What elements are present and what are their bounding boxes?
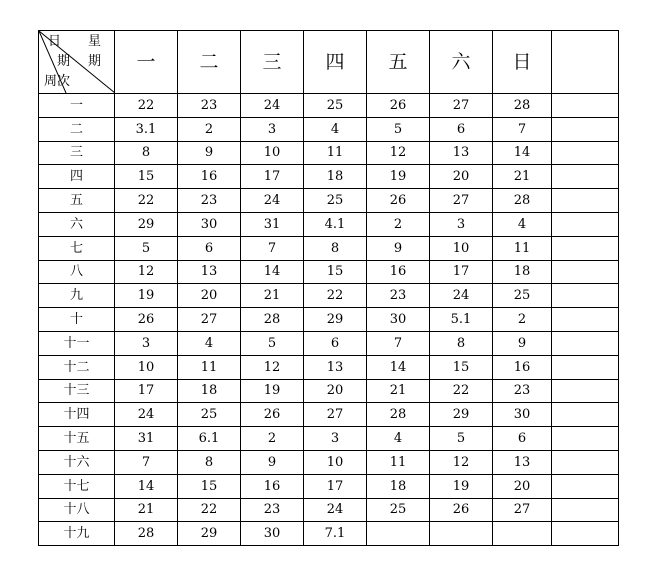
- week-number-cell: 十九: [39, 522, 115, 546]
- table-row: [39, 308, 619, 332]
- day-header-cell: 四: [304, 31, 367, 94]
- date-cell: 30: [241, 522, 304, 546]
- empty-cell: [552, 522, 619, 546]
- date-cell: 16: [367, 260, 430, 284]
- date-cell: 8: [115, 141, 178, 165]
- empty-header-cell: [552, 31, 619, 94]
- date-cell: 21: [493, 165, 552, 189]
- date-cell: 18: [367, 474, 430, 498]
- date-cell: 24: [430, 284, 493, 308]
- date-cell: [430, 522, 493, 546]
- date-cell: 17: [241, 165, 304, 189]
- week-number-cell: 十: [39, 308, 115, 332]
- date-cell: 26: [241, 403, 304, 427]
- date-cell: 18: [493, 260, 552, 284]
- date-cell: 10: [430, 236, 493, 260]
- date-cell: 2: [178, 117, 241, 141]
- date-cell: 7: [241, 236, 304, 260]
- empty-cell: [552, 117, 619, 141]
- date-cell: 25: [304, 189, 367, 213]
- date-cell: 29: [178, 522, 241, 546]
- date-cell: 23: [241, 498, 304, 522]
- day-header-cell: 日: [493, 31, 552, 94]
- date-cell: 23: [493, 379, 552, 403]
- date-cell: 31: [115, 427, 178, 451]
- date-cell: 9: [367, 236, 430, 260]
- date-cell: 12: [115, 260, 178, 284]
- date-cell: 24: [241, 189, 304, 213]
- date-cell: 8: [178, 450, 241, 474]
- date-cell: 13: [493, 450, 552, 474]
- table-row: [39, 141, 619, 165]
- date-cell: 14: [115, 474, 178, 498]
- date-cell: 7: [493, 117, 552, 141]
- date-cell: 11: [304, 141, 367, 165]
- date-cell: 5: [430, 427, 493, 451]
- date-cell: 20: [178, 284, 241, 308]
- date-cell: 17: [430, 260, 493, 284]
- week-number-cell: 六: [39, 212, 115, 236]
- date-cell: 24: [241, 94, 304, 118]
- date-cell: 7: [367, 331, 430, 355]
- table-row: [39, 260, 619, 284]
- week-number-cell: 二: [39, 117, 115, 141]
- date-cell: 12: [367, 141, 430, 165]
- date-cell: [493, 522, 552, 546]
- date-cell: 25: [304, 94, 367, 118]
- date-cell: 17: [115, 379, 178, 403]
- date-cell: 4.1: [304, 212, 367, 236]
- date-cell: 3: [304, 427, 367, 451]
- week-number-cell: 四: [39, 165, 115, 189]
- date-cell: 24: [115, 403, 178, 427]
- date-cell: 14: [241, 260, 304, 284]
- table-row: [39, 403, 619, 427]
- table-row: [39, 355, 619, 379]
- date-cell: 16: [493, 355, 552, 379]
- date-cell: 7.1: [304, 522, 367, 546]
- corner-label-qi-2: 期: [88, 54, 102, 69]
- empty-cell: [552, 189, 619, 213]
- date-cell: 8: [430, 331, 493, 355]
- corner-label-ri: 日: [48, 34, 62, 49]
- date-cell: 6: [304, 331, 367, 355]
- date-cell: 30: [178, 212, 241, 236]
- date-cell: 30: [493, 403, 552, 427]
- date-cell: 2: [493, 308, 552, 332]
- empty-cell: [552, 212, 619, 236]
- table-row: [39, 284, 619, 308]
- date-cell: 6: [178, 236, 241, 260]
- week-number-cell: 十七: [39, 474, 115, 498]
- date-cell: 9: [241, 450, 304, 474]
- table-row: [39, 474, 619, 498]
- empty-cell: [552, 403, 619, 427]
- date-cell: 7: [115, 450, 178, 474]
- date-cell: 28: [115, 522, 178, 546]
- table-row: [39, 94, 619, 118]
- date-cell: 28: [493, 94, 552, 118]
- empty-cell: [552, 379, 619, 403]
- date-cell: 5.1: [430, 308, 493, 332]
- date-cell: 22: [115, 94, 178, 118]
- date-cell: 10: [304, 450, 367, 474]
- table-row: [39, 189, 619, 213]
- date-cell: 19: [367, 165, 430, 189]
- date-cell: 15: [115, 165, 178, 189]
- date-cell: 26: [430, 498, 493, 522]
- date-cell: 9: [493, 331, 552, 355]
- empty-cell: [552, 94, 619, 118]
- date-cell: 28: [493, 189, 552, 213]
- table-row: [39, 450, 619, 474]
- week-number-cell: 十八: [39, 498, 115, 522]
- date-cell: 4: [178, 331, 241, 355]
- date-cell: 15: [178, 474, 241, 498]
- date-cell: 15: [430, 355, 493, 379]
- date-cell: 3.1: [115, 117, 178, 141]
- day-header-cell: 三: [241, 31, 304, 94]
- table-row: [39, 165, 619, 189]
- date-cell: 13: [430, 141, 493, 165]
- empty-cell: [552, 427, 619, 451]
- date-cell: 30: [367, 308, 430, 332]
- date-cell: 4: [304, 117, 367, 141]
- date-cell: 5: [115, 236, 178, 260]
- date-cell: 24: [304, 498, 367, 522]
- date-cell: 5: [367, 117, 430, 141]
- date-cell: 13: [178, 260, 241, 284]
- date-cell: 14: [493, 141, 552, 165]
- date-cell: 31: [241, 212, 304, 236]
- corner-label-qi: 期: [57, 54, 71, 69]
- empty-cell: [552, 236, 619, 260]
- table-row: [39, 117, 619, 141]
- calendar-body: [39, 94, 619, 546]
- date-cell: 15: [304, 260, 367, 284]
- date-cell: 4: [493, 212, 552, 236]
- date-cell: 10: [241, 141, 304, 165]
- date-cell: 27: [430, 189, 493, 213]
- empty-cell: [552, 474, 619, 498]
- date-cell: 25: [367, 498, 430, 522]
- empty-cell: [552, 260, 619, 284]
- empty-cell: [552, 331, 619, 355]
- empty-cell: [552, 308, 619, 332]
- date-cell: 27: [430, 94, 493, 118]
- date-cell: 11: [367, 450, 430, 474]
- date-cell: 16: [241, 474, 304, 498]
- corner-header-cell: [39, 31, 115, 94]
- date-cell: 6: [493, 427, 552, 451]
- day-header-cell: 五: [367, 31, 430, 94]
- date-cell: 28: [241, 308, 304, 332]
- week-number-cell: 十五: [39, 427, 115, 451]
- date-cell: 23: [178, 94, 241, 118]
- date-cell: 14: [367, 355, 430, 379]
- week-number-cell: 五: [39, 189, 115, 213]
- header-row: [39, 31, 619, 94]
- date-cell: 11: [493, 236, 552, 260]
- date-cell: 2: [241, 427, 304, 451]
- date-cell: 6: [430, 117, 493, 141]
- date-cell: 22: [430, 379, 493, 403]
- date-cell: 8: [304, 236, 367, 260]
- table-row: [39, 498, 619, 522]
- week-number-cell: 八: [39, 260, 115, 284]
- empty-cell: [552, 450, 619, 474]
- table-row: [39, 522, 619, 546]
- date-cell: 11: [178, 355, 241, 379]
- date-cell: 23: [367, 284, 430, 308]
- date-cell: 6.1: [178, 427, 241, 451]
- day-header-cell: 一: [115, 31, 178, 94]
- empty-cell: [552, 284, 619, 308]
- week-number-cell: 十二: [39, 355, 115, 379]
- date-cell: 17: [304, 474, 367, 498]
- date-cell: 18: [178, 379, 241, 403]
- date-cell: 18: [304, 165, 367, 189]
- table-row: [39, 212, 619, 236]
- date-cell: 25: [178, 403, 241, 427]
- empty-cell: [552, 498, 619, 522]
- date-cell: 28: [367, 403, 430, 427]
- date-cell: 22: [115, 189, 178, 213]
- date-cell: [367, 522, 430, 546]
- date-cell: 29: [304, 308, 367, 332]
- week-calendar-table: [38, 30, 619, 546]
- date-cell: 16: [178, 165, 241, 189]
- week-number-cell: 十一: [39, 331, 115, 355]
- date-cell: 27: [304, 403, 367, 427]
- week-number-cell: 十三: [39, 379, 115, 403]
- date-cell: 22: [304, 284, 367, 308]
- table-row: [39, 427, 619, 451]
- date-cell: 27: [178, 308, 241, 332]
- week-number-cell: 十六: [39, 450, 115, 474]
- date-cell: 19: [241, 379, 304, 403]
- week-number-cell: 三: [39, 141, 115, 165]
- date-cell: 20: [304, 379, 367, 403]
- week-number-cell: 九: [39, 284, 115, 308]
- date-cell: 3: [241, 117, 304, 141]
- date-cell: 5: [241, 331, 304, 355]
- date-cell: 19: [115, 284, 178, 308]
- day-header-cell: 二: [178, 31, 241, 94]
- date-cell: 20: [493, 474, 552, 498]
- empty-cell: [552, 141, 619, 165]
- date-cell: 23: [178, 189, 241, 213]
- week-number-cell: 一: [39, 94, 115, 118]
- date-cell: 13: [304, 355, 367, 379]
- date-cell: 3: [115, 331, 178, 355]
- date-cell: 12: [241, 355, 304, 379]
- date-cell: 26: [367, 94, 430, 118]
- date-cell: 25: [493, 284, 552, 308]
- empty-cell: [552, 165, 619, 189]
- date-cell: 26: [367, 189, 430, 213]
- date-cell: 3: [430, 212, 493, 236]
- date-cell: 20: [430, 165, 493, 189]
- date-cell: 21: [115, 498, 178, 522]
- date-cell: 27: [493, 498, 552, 522]
- date-cell: 4: [367, 427, 430, 451]
- date-cell: 19: [430, 474, 493, 498]
- date-cell: 10: [115, 355, 178, 379]
- table-row: [39, 379, 619, 403]
- empty-cell: [552, 355, 619, 379]
- date-cell: 21: [367, 379, 430, 403]
- date-cell: 22: [178, 498, 241, 522]
- date-cell: 26: [115, 308, 178, 332]
- date-cell: 2: [367, 212, 430, 236]
- day-header-cell: 六: [430, 31, 493, 94]
- table-row: [39, 236, 619, 260]
- date-cell: 12: [430, 450, 493, 474]
- date-cell: 9: [178, 141, 241, 165]
- date-cell: 21: [241, 284, 304, 308]
- corner-label-zhouci: 周次: [44, 74, 71, 89]
- date-cell: 29: [430, 403, 493, 427]
- corner-label-xing: 星: [88, 34, 102, 49]
- date-cell: 29: [115, 212, 178, 236]
- table-row: [39, 331, 619, 355]
- week-number-cell: 十四: [39, 403, 115, 427]
- week-number-cell: 七: [39, 236, 115, 260]
